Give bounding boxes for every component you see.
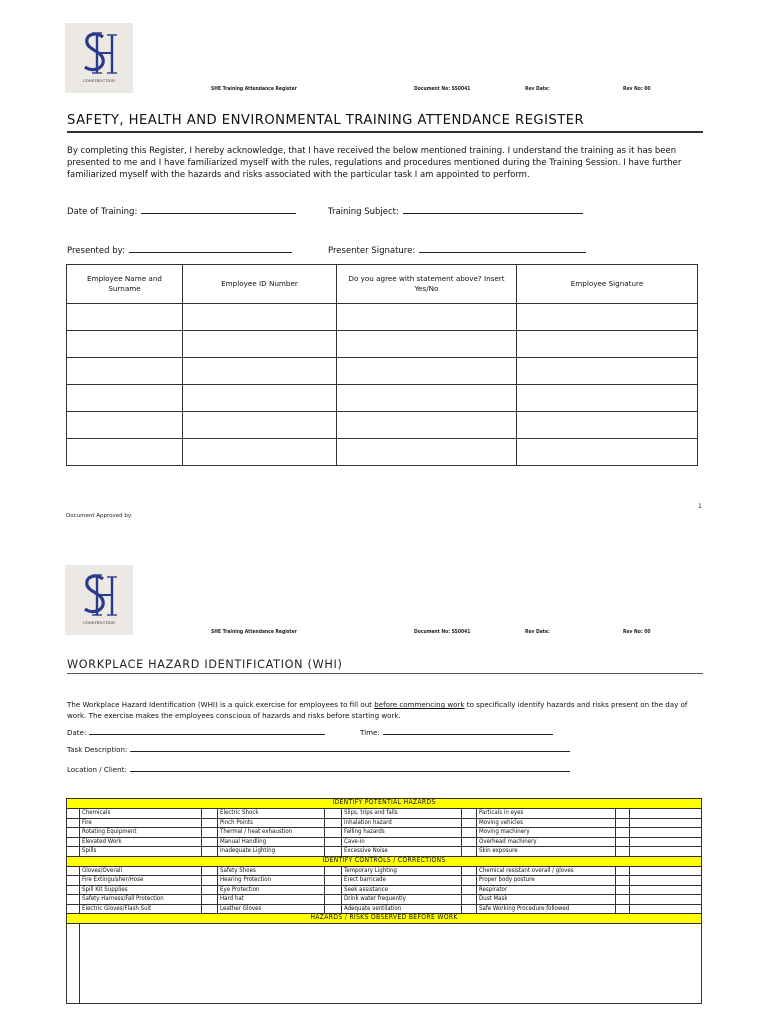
checkbox-cell[interactable] (462, 876, 477, 886)
hazard-row-label: Overhead machinery (477, 837, 616, 847)
checkbox-cell[interactable] (67, 809, 80, 819)
page-title: SAFETY, HEALTH AND ENVIRONMENTAL TRAINING ATTENDANCE REGISTER (67, 113, 585, 128)
company-logo (65, 23, 133, 93)
checkbox-cell[interactable] (462, 847, 477, 857)
agree-cell[interactable] (337, 412, 517, 439)
rev-date: Rev Date: (525, 86, 550, 92)
control-row-label: Erect barricade (342, 876, 462, 886)
agree-cell[interactable] (337, 304, 517, 331)
control-row-label: Electric Gloves/Flash Suit (80, 904, 202, 914)
checkbox-cell[interactable] (616, 876, 630, 886)
checkbox-cell[interactable] (202, 876, 218, 886)
observed-notes-row (67, 924, 702, 1004)
controls-header-row (67, 856, 702, 866)
whi-title: WORKPLACE HAZARD IDENTIFICATION (WHI) (67, 658, 343, 671)
checkbox-cell[interactable] (616, 828, 630, 838)
observed-header-row (67, 914, 702, 924)
checkbox-cell[interactable] (202, 866, 218, 876)
id-cell[interactable] (183, 358, 337, 385)
checkbox-cell[interactable] (462, 885, 477, 895)
signature-cell[interactable] (517, 385, 698, 412)
hazard-row-label: Inhalation hazard (342, 818, 462, 828)
notes-cell[interactable] (630, 847, 702, 857)
control-row-label: Spill Kit Supplies (80, 885, 202, 895)
rev-number: Rev No: 00 (623, 629, 651, 635)
control-row-label: Safety Shoes (218, 866, 325, 876)
control-row-label: Fire Extinguisher/Hose (80, 876, 202, 886)
notes-cell[interactable] (630, 837, 702, 847)
checkbox-cell[interactable] (325, 809, 342, 819)
checkbox-cell[interactable] (67, 818, 80, 828)
table-row (67, 439, 698, 466)
name-cell[interactable] (67, 358, 183, 385)
observed-margin-cell (67, 924, 80, 1004)
hazard-row-label: Excessive Noise (342, 847, 462, 857)
presented-by-field (67, 245, 292, 256)
name-cell[interactable] (67, 304, 183, 331)
checkbox-cell[interactable] (202, 847, 218, 857)
checkbox-cell[interactable] (462, 895, 477, 905)
agree-cell[interactable] (337, 439, 517, 466)
name-cell[interactable] (67, 412, 183, 439)
checkbox-cell[interactable] (616, 866, 630, 876)
name-cell[interactable] (67, 385, 183, 412)
observed-header: HAZARDS / RISKS OBSERVED BEFORE WORK (67, 914, 702, 924)
checkbox-cell[interactable] (462, 809, 477, 819)
checkbox-cell[interactable] (325, 895, 342, 905)
control-row-label: Hearing Protection (218, 876, 325, 886)
name-cell[interactable] (67, 439, 183, 466)
hazards-header: IDENTIFY POTENTIAL HAZARDS (67, 799, 702, 809)
whi-time-line[interactable] (383, 728, 553, 735)
training-subject-label: Training Subject: (328, 207, 399, 217)
control-row-label: Dust Mask (477, 895, 616, 905)
control-row (67, 866, 702, 876)
hazard-row-label: Skin exposure (477, 847, 616, 857)
presenter-signature-field (328, 245, 586, 256)
hazard-row-label: Slips, trips and falls (342, 809, 462, 819)
hazard-row (67, 837, 702, 847)
checkbox-cell[interactable] (616, 904, 630, 914)
training-subject-line[interactable] (403, 206, 583, 214)
control-row-label: Leather Gloves (218, 904, 325, 914)
checkbox-cell[interactable] (67, 847, 80, 857)
hazard-row-label: Moving vehicles (477, 818, 616, 828)
checkbox-cell[interactable] (67, 885, 80, 895)
control-row-label: Gloves/Overall (80, 866, 202, 876)
col-employee-signature: Employee Signature (517, 265, 698, 304)
checkbox-cell[interactable] (616, 885, 630, 895)
hazard-row-label: Chemicals (80, 809, 202, 819)
whi-table (66, 798, 702, 1004)
hazard-row-label: Cave-in (342, 837, 462, 847)
agree-cell[interactable] (337, 331, 517, 358)
checkbox-cell[interactable] (616, 809, 630, 819)
id-cell[interactable] (183, 439, 337, 466)
hazard-row (67, 818, 702, 828)
control-row-label: Adequate ventilation (342, 904, 462, 914)
hazard-row-label: Particals in eyes (477, 809, 616, 819)
checkbox-cell[interactable] (202, 895, 218, 905)
location-client-field (67, 765, 570, 774)
task-description-line[interactable] (130, 745, 570, 752)
attendance-table (66, 264, 698, 466)
control-row-label: Temporary Lighting (342, 866, 462, 876)
notes-cell[interactable] (630, 818, 702, 828)
checkbox-cell[interactable] (202, 885, 218, 895)
signature-cell[interactable] (517, 439, 698, 466)
rev-date: Rev Date: (525, 629, 550, 635)
id-cell[interactable] (183, 385, 337, 412)
signature-cell[interactable] (517, 331, 698, 358)
hazard-row-label: Elevated Work (80, 837, 202, 847)
name-cell[interactable] (67, 331, 183, 358)
agree-cell[interactable] (337, 358, 517, 385)
notes-cell[interactable] (630, 895, 702, 905)
hazard-row-label: Thermal / heat exhaustion (218, 828, 325, 838)
col-employee-id: Employee ID Number (183, 265, 337, 304)
hazard-row (67, 809, 702, 819)
col-agree-statement: Do you agree with statement above? Insert Yes/No (337, 265, 517, 304)
control-row (67, 895, 702, 905)
checkbox-cell[interactable] (202, 904, 218, 914)
control-row-label: Safe Working Procedure followed (477, 904, 616, 914)
checkbox-cell[interactable] (325, 818, 342, 828)
checkbox-cell[interactable] (67, 895, 80, 905)
notes-cell[interactable] (630, 885, 702, 895)
training-subject-field (328, 206, 583, 217)
checkbox-cell[interactable] (67, 866, 80, 876)
table-row (67, 331, 698, 358)
observed-notes-area[interactable] (80, 924, 702, 1004)
whi-title-divider (67, 673, 703, 674)
signature-cell[interactable] (517, 358, 698, 385)
checkbox-cell[interactable] (202, 828, 218, 838)
checkbox-cell[interactable] (462, 904, 477, 914)
checkbox-cell[interactable] (616, 837, 630, 847)
title-divider (67, 131, 703, 133)
svg-text:CONSTRUCTION: CONSTRUCTION (82, 79, 116, 83)
presenter-signature-line[interactable] (419, 245, 586, 253)
checkbox-cell[interactable] (325, 837, 342, 847)
checkbox-cell[interactable] (462, 828, 477, 838)
checkbox-cell[interactable] (67, 876, 80, 886)
presented-by-line[interactable] (129, 245, 292, 253)
presented-by-label: Presented by: (67, 246, 125, 256)
whi-time-field (360, 728, 553, 737)
control-row-label: Seek assistance (342, 885, 462, 895)
col-employee-name: Employee Name and Surname (67, 265, 183, 304)
hazard-row-label: Moving machinery (477, 828, 616, 838)
checkbox-cell[interactable] (325, 847, 342, 857)
whi-date-label: Date: (67, 728, 87, 737)
control-row-label: Eye Protection (218, 885, 325, 895)
control-row-label: Proper body posture (477, 876, 616, 886)
hazard-row (67, 828, 702, 838)
checkbox-cell[interactable] (325, 828, 342, 838)
hazard-row-label: Rotating Equipment (80, 828, 202, 838)
checkbox-cell[interactable] (202, 818, 218, 828)
document-number: Document No: SS0041 (414, 86, 471, 92)
checkbox-cell[interactable] (462, 837, 477, 847)
checkbox-cell[interactable] (325, 885, 342, 895)
checkbox-cell[interactable] (67, 837, 80, 847)
acknowledgement-paragraph: By completing this Register, I hereby acknowledge, that I have received the below mentioned training. I understand the training as it has been presented to me and I have familiarized myself with the rules, regulations and procedures mentioned during the Training Session. I have further familiarized myself with the hazards and risks associated with the particular task I am appointed to perform. (67, 146, 682, 180)
notes-cell[interactable] (630, 828, 702, 838)
whi-date-field (67, 728, 325, 737)
hazard-row-label: Pinch Points (218, 818, 325, 828)
notes-cell[interactable] (630, 876, 702, 886)
checkbox-cell[interactable] (616, 818, 630, 828)
id-cell[interactable] (183, 331, 337, 358)
hazard-row-label: Spills (80, 847, 202, 857)
control-row-label: Respirator (477, 885, 616, 895)
svg-text:CONSTRUCTION: CONSTRUCTION (82, 621, 116, 625)
company-logo (65, 565, 133, 635)
rev-number: Rev No: 00 (623, 86, 651, 92)
checkbox-cell[interactable] (202, 837, 218, 847)
register-name: SHE Training Attendance Register (211, 629, 297, 635)
hazard-row-label: Manual Handling (218, 837, 325, 847)
id-cell[interactable] (183, 304, 337, 331)
agree-cell[interactable] (337, 385, 517, 412)
whi-intro-paragraph: The Workplace Hazard Identification (WHI) is a quick exercise for employees to fill out before commencing work to specifically identify hazards and risks present on the day of work. The exercise makes the employees conscious of hazards and risks before starting work. (67, 700, 688, 720)
checkbox-cell[interactable] (67, 904, 80, 914)
location-client-label: Location / Client: (67, 765, 127, 774)
attendance-header-row (67, 265, 698, 304)
control-row-label: Safety Harness/Fall Protection (80, 895, 202, 905)
hazards-header-row (67, 799, 702, 809)
date-of-training-label: Date of Training: (67, 207, 138, 217)
control-row (67, 876, 702, 886)
table-row (67, 385, 698, 412)
checkbox-cell[interactable] (462, 866, 477, 876)
whi-date-line[interactable] (89, 728, 325, 735)
hazard-row-label: Electric Shock (218, 809, 325, 819)
checkbox-cell[interactable] (325, 866, 342, 876)
checkbox-cell[interactable] (616, 847, 630, 857)
checkbox-cell[interactable] (202, 809, 218, 819)
page-number: 1 (698, 503, 702, 510)
signature-cell[interactable] (517, 304, 698, 331)
controls-header: IDENTIFY CONTROLS / CORRECTIONS (67, 856, 702, 866)
date-of-training-field (67, 206, 296, 217)
document-approved-by: Document Approved by: (66, 513, 133, 519)
document-number: Document No: SS0041 (414, 629, 471, 635)
checkbox-cell[interactable] (462, 818, 477, 828)
notes-cell[interactable] (630, 809, 702, 819)
task-description-field (67, 745, 570, 754)
signature-cell[interactable] (517, 412, 698, 439)
hazard-row-label: Falling hazards (342, 828, 462, 838)
table-row (67, 412, 698, 439)
control-row-label: Chemical resistant overall / gloves (477, 866, 616, 876)
checkbox-cell[interactable] (67, 828, 80, 838)
notes-cell[interactable] (630, 866, 702, 876)
presenter-signature-label: Presenter Signature: (328, 246, 416, 256)
table-row (67, 358, 698, 385)
task-description-label: Task Description: (67, 745, 128, 754)
id-cell[interactable] (183, 412, 337, 439)
location-client-line[interactable] (130, 765, 570, 772)
control-row-label: Drink water frequently (342, 895, 462, 905)
register-name: SHE Training Attendance Register (211, 86, 297, 92)
hazard-row-label: Inadequate Lighting (218, 847, 325, 857)
checkbox-cell[interactable] (325, 876, 342, 886)
whi-time-label: Time: (360, 728, 380, 737)
notes-cell[interactable] (630, 904, 702, 914)
hazard-row-label: Fire (80, 818, 202, 828)
checkbox-cell[interactable] (616, 895, 630, 905)
table-row (67, 304, 698, 331)
date-of-training-line[interactable] (141, 206, 296, 214)
hazard-row (67, 847, 702, 857)
control-row (67, 885, 702, 895)
control-row-label: Hard hat (218, 895, 325, 905)
